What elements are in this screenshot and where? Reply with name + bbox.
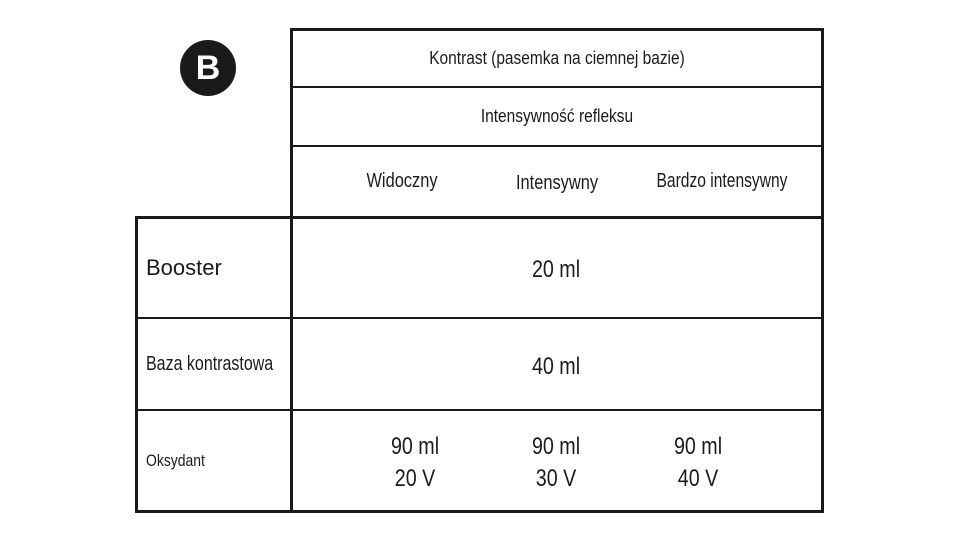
table-border-bottom <box>135 510 824 513</box>
column-header-widoczny: Widoczny <box>366 169 438 192</box>
oksydant-value-intensywny <box>494 428 619 498</box>
baza-value: 40 ml <box>531 353 581 380</box>
oksydant-volume: 20 V <box>394 465 436 492</box>
section-badge: B <box>180 40 236 96</box>
oksydant-value-widoczny <box>354 428 477 498</box>
table-divider-2 <box>291 145 824 147</box>
oksydant-volume: 30 V <box>535 465 577 492</box>
oksydant-amount: 90 ml <box>673 433 723 460</box>
row-label-oksydant <box>138 411 290 510</box>
column-header-intensywny: Intensywny <box>515 171 599 194</box>
row-label-booster: Booster <box>146 255 222 280</box>
row-label-baza-kontrastowa <box>138 319 290 409</box>
oksydant-value-bardzo-intensywny <box>636 428 761 498</box>
table-border-right <box>821 28 824 513</box>
column-header-bardzo-intensywny: Bardzo intensywny <box>656 169 788 192</box>
oksydant-amount: 90 ml <box>531 433 581 460</box>
table-title: Kontrast (pasemka na ciemnej bazie) <box>429 48 685 68</box>
oksydant-volume: 40 V <box>677 465 719 492</box>
table-subtitle: Intensywność refleksu <box>480 106 634 126</box>
row-label-oksydant-text: Oksydant <box>146 450 205 470</box>
booster-value: 20 ml <box>531 256 581 283</box>
oksydant-amount: 90 ml <box>390 433 440 460</box>
row-label-baza-kontrastowa-text: Baza kontrastowa <box>146 352 274 375</box>
table-border-left-header <box>290 28 293 513</box>
